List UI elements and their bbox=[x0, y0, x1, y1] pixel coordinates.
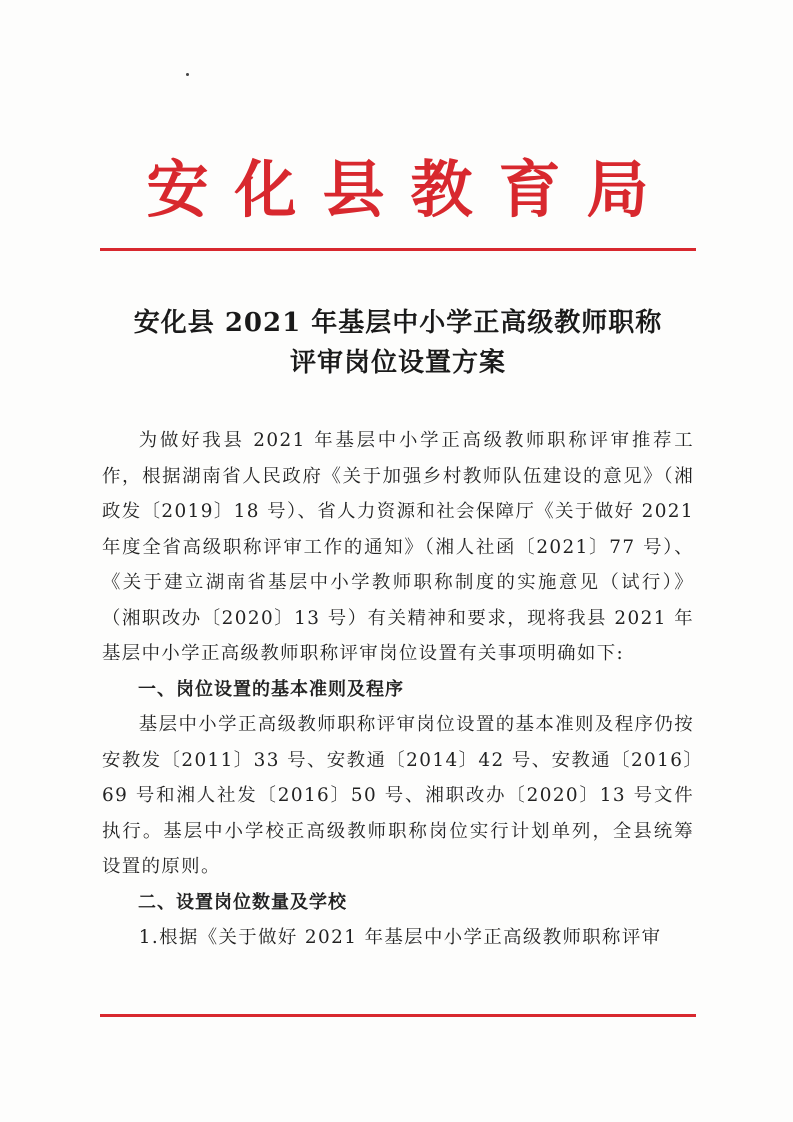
document-title-line-1: 安化县 2021 年基层中小学正高级教师职称 bbox=[133, 308, 663, 338]
section-heading: 二、设置岗位数量及学校 bbox=[138, 891, 347, 913]
scan-speck bbox=[186, 73, 189, 76]
footer-red-rule bbox=[100, 1014, 696, 1017]
issuing-organization-header: 安化县教育局 bbox=[146, 153, 675, 226]
body-paragraph: 1.根据《关于做好 2021 年基层中小学正高级教师职称评审 bbox=[138, 927, 662, 948]
document-title-line-2: 评审岗位设置方案 bbox=[289, 348, 506, 378]
header-red-rule bbox=[100, 248, 696, 251]
section-heading: 一、岗位设置的基本准则及程序 bbox=[138, 678, 404, 700]
body-paragraph: 基层中小学正高级教师职称评审岗位设置的基本准则及程序仍按安教发〔2011〕33 号、安教通〔2014〕42 号、安教通〔2016〕69 号和湘人社发〔2016〕50 号、湘职改办〔2020〕13 号文件执行。基层中小学校正高级教师职称岗位实行计划单列，全县统筹设置的原则。 bbox=[102, 714, 694, 877]
body-paragraph: 为做好我县 2021 年基层中小学正高级教师职称评审推荐工作，根据湖南省人民政府《关于加强乡村教师队伍建设的意见》（湘政发〔2019〕18 号）、省人力资源和社会保障厅《关于做好 2021 年度全省高级职称评审工作的通知》（湘人社函〔2021〕77 号）、《关于建立湖南省基层中小学教师职称制度的实施意见（试行）》（湘职改办〔2020〕13 号）有关精神和要求，现将我县 2021 年基层中小学正高级教师职称评审岗位设置有关事项明确如下: bbox=[102, 430, 694, 664]
document-body bbox=[102, 423, 694, 956]
